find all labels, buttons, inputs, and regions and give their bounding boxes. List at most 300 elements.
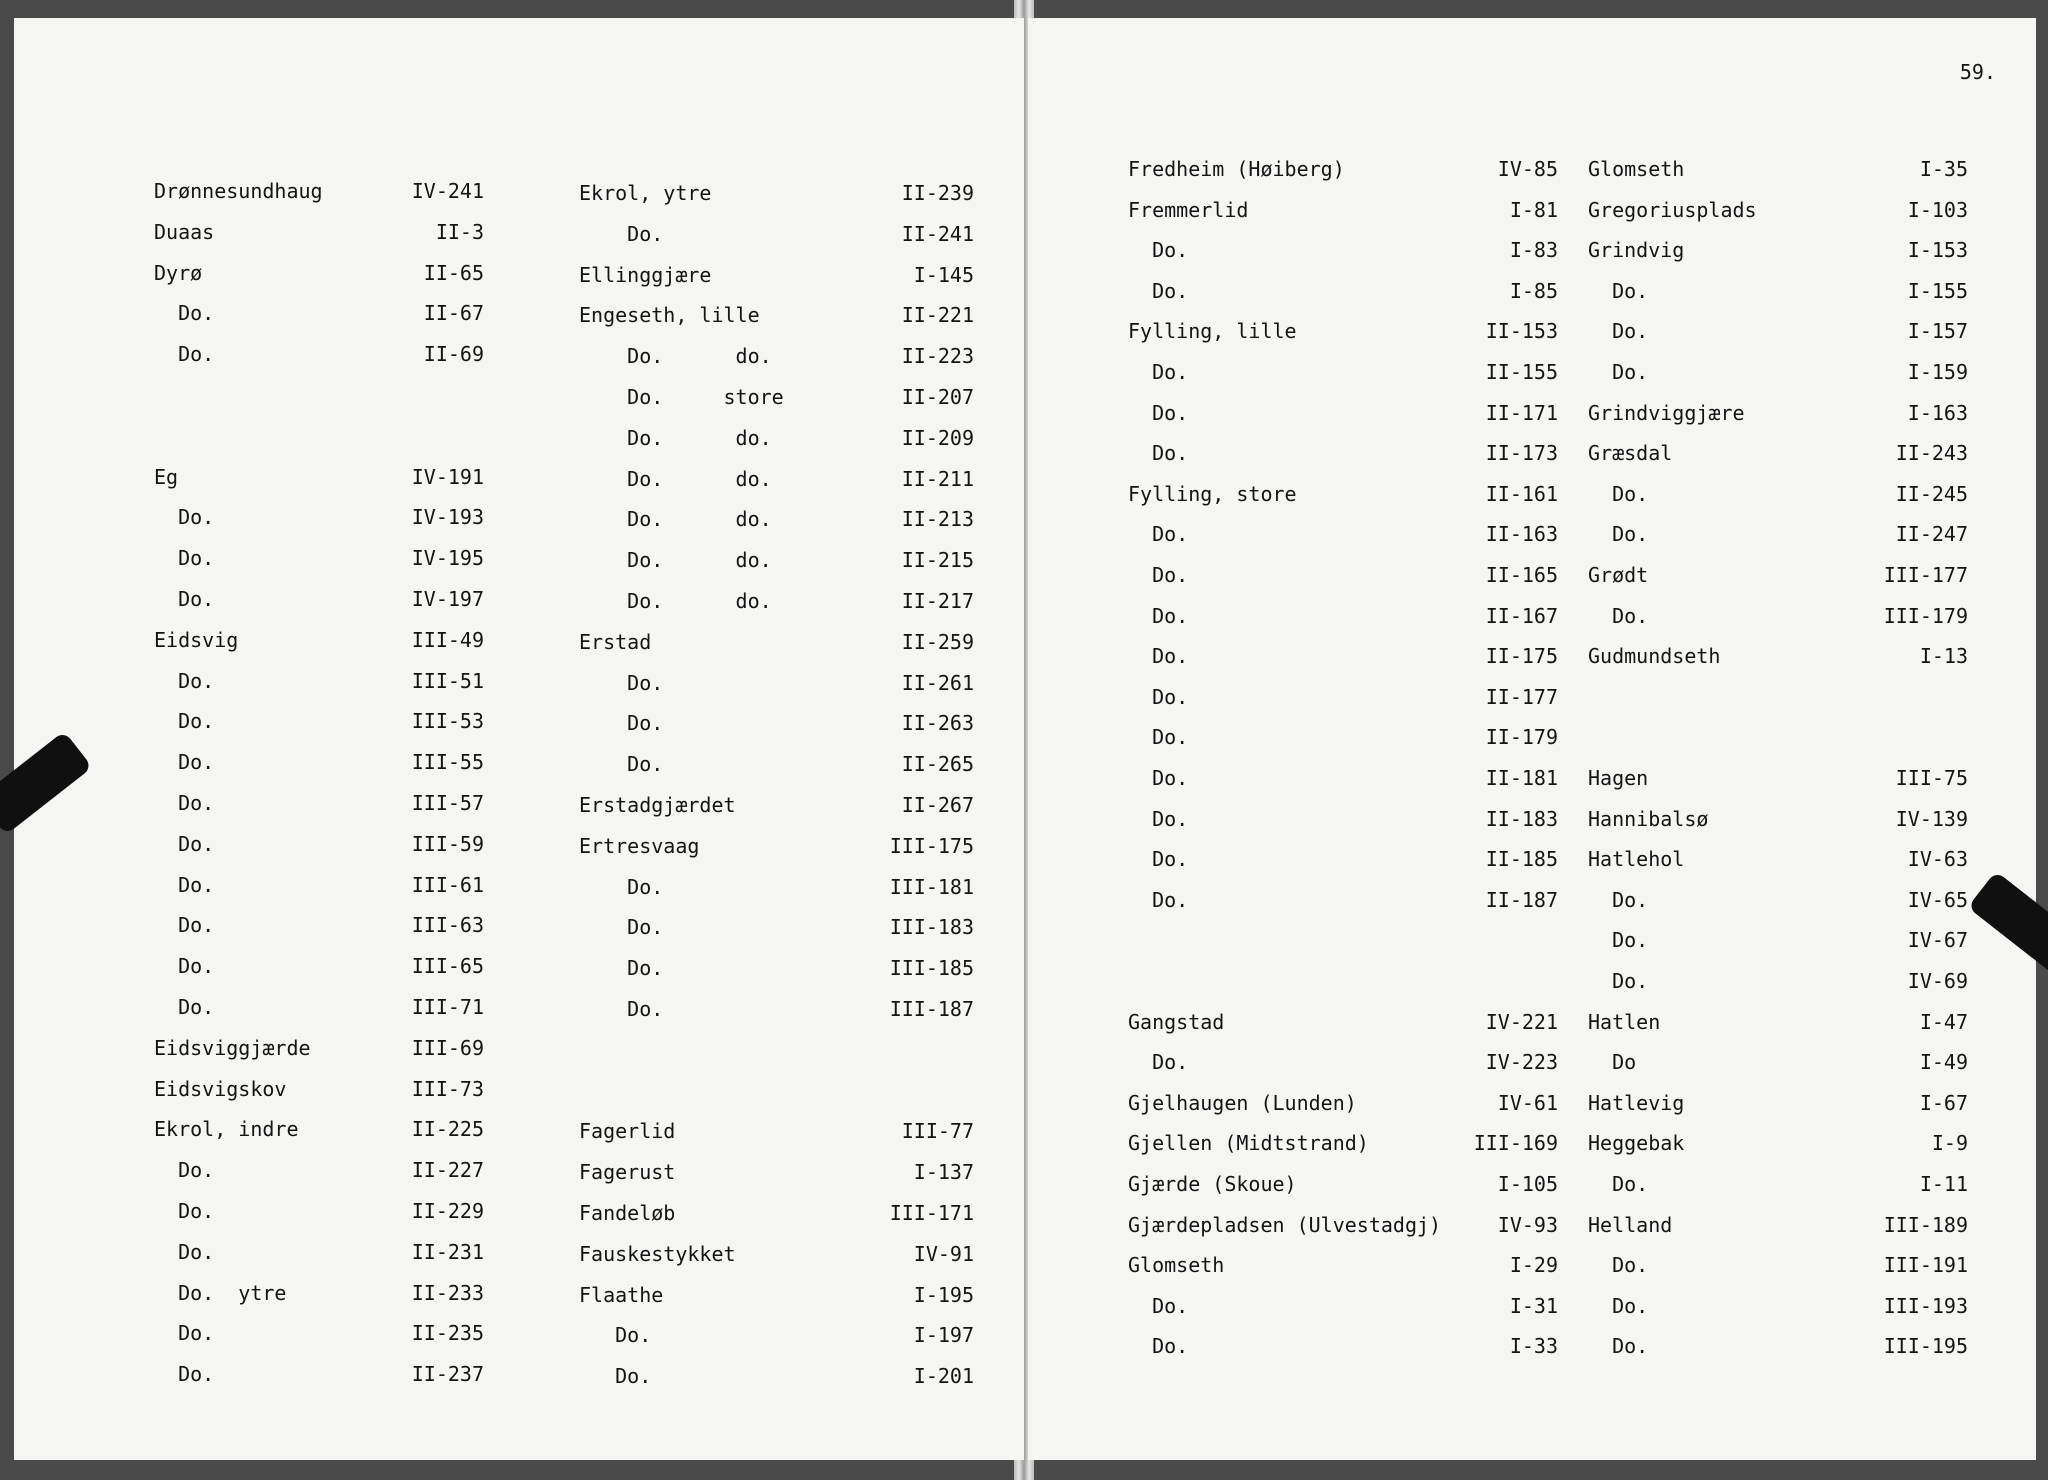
index-entry <box>1128 1252 1558 1278</box>
volume-page-ref: III-171 <box>889 1201 974 1225</box>
place-name: Ekrol, indre <box>154 1117 299 1142</box>
volume-page-ref: I-11 <box>1919 1172 1968 1196</box>
index-entry <box>1128 481 1558 507</box>
index-entry <box>1588 521 1968 547</box>
index-entry <box>579 302 974 328</box>
index-entry <box>1588 359 1968 385</box>
volume-page-ref: II-65 <box>423 260 484 285</box>
place-name: Do. <box>1128 603 1189 628</box>
volume-page-ref: II-215 <box>901 548 974 573</box>
index-entry <box>579 506 974 532</box>
index-entry <box>154 1116 484 1142</box>
volume-page-ref: I-13 <box>1919 644 1968 669</box>
index-entry <box>1128 237 1558 263</box>
left-page <box>14 18 1024 1460</box>
index-entry <box>154 464 484 490</box>
place-name: Do <box>1588 1050 1637 1075</box>
index-entry <box>154 912 484 938</box>
volume-page-ref: II-265 <box>901 752 974 777</box>
volume-page-ref: II-173 <box>1485 441 1558 466</box>
index-entry <box>1588 197 1968 223</box>
volume-page-ref: III-181 <box>889 874 974 899</box>
index-entry <box>1128 603 1558 629</box>
index-entry <box>154 1076 484 1102</box>
index-entry <box>579 1322 974 1348</box>
index-entry <box>1588 318 1968 344</box>
volume-page-ref: III-193 <box>1883 1293 1968 1318</box>
place-name: Grindviggjære <box>1588 400 1745 425</box>
volume-page-ref: II-229 <box>411 1199 484 1223</box>
place-name: Do. <box>154 913 215 938</box>
place-name: Fauskestykket <box>579 1241 736 1266</box>
volume-page-ref: II-163 <box>1485 522 1558 547</box>
place-name: Fandeløb <box>579 1201 676 1225</box>
index-entry <box>579 1282 974 1308</box>
volume-page-ref: III-175 <box>889 833 974 858</box>
place-name: Do. <box>154 1362 215 1387</box>
place-name: Do. <box>154 750 215 775</box>
place-name: Gudmundseth <box>1588 644 1721 669</box>
index-entry <box>1128 278 1558 304</box>
volume-page-ref: III-169 <box>1473 1131 1558 1156</box>
index-entry <box>1588 481 1968 507</box>
index-entry <box>154 708 484 734</box>
index-entry <box>579 670 974 696</box>
volume-page-ref: I-9 <box>1931 1131 1968 1156</box>
place-name: Gjærde (Skoue) <box>1128 1172 1297 1196</box>
volume-page-ref: II-247 <box>1895 522 1968 547</box>
index-entry <box>1588 1293 1968 1319</box>
index-entry <box>579 221 974 247</box>
place-name: Do. <box>1588 969 1649 993</box>
volume-page-ref: III-57 <box>411 791 484 815</box>
volume-page-ref: II-69 <box>423 342 484 367</box>
index-entry <box>1128 887 1558 913</box>
place-name: Drønnesundhaug <box>154 179 323 203</box>
index-entry <box>1588 1090 1968 1116</box>
index-entry <box>154 260 484 286</box>
index-entry <box>154 382 484 408</box>
index-entry <box>154 953 484 979</box>
place-name: Græsdal <box>1588 441 1673 466</box>
index-entry <box>1128 400 1558 426</box>
index-entry <box>154 300 484 326</box>
place-name: Do. <box>154 342 215 367</box>
place-name: Do. <box>1128 847 1189 872</box>
place-name: Do. <box>154 1199 215 1223</box>
index-entry <box>1588 684 1968 710</box>
volume-page-ref: IV-67 <box>1907 928 1968 953</box>
volume-page-ref: II-221 <box>901 303 974 328</box>
volume-page-ref: I-31 <box>1509 1293 1558 1318</box>
place-name: Do. do. <box>579 589 772 613</box>
volume-page-ref: II-185 <box>1485 847 1558 872</box>
place-name: Do. <box>579 915 664 940</box>
volume-page-ref: IV-139 <box>1895 806 1968 831</box>
place-name: Hatlen <box>1588 1009 1661 1034</box>
index-entry <box>1588 968 1968 994</box>
place-name: Gjærdepladsen (Ulvestadgj) <box>1128 1212 1442 1237</box>
index-entry <box>1128 318 1558 344</box>
place-name: Do. <box>154 1158 215 1183</box>
index-entry <box>154 1280 484 1306</box>
place-name: Glomseth <box>1588 157 1685 181</box>
index-entry <box>1588 278 1968 304</box>
volume-page-ref: I-49 <box>1919 1050 1968 1075</box>
place-name: Gregoriusplads <box>1588 197 1757 222</box>
index-entry <box>579 955 974 981</box>
place-name: Do. do. <box>579 425 772 450</box>
place-name: Fagerust <box>579 1160 676 1185</box>
volume-page-ref: II-67 <box>423 301 484 326</box>
volume-page-ref: I-83 <box>1509 238 1558 263</box>
place-name: Flaathe <box>579 1282 664 1307</box>
index-entry <box>1128 806 1558 832</box>
place-name: Do. <box>1588 360 1649 384</box>
place-name: Do. <box>1128 1334 1189 1359</box>
place-name: Do. <box>1128 684 1189 709</box>
volume-page-ref: III-73 <box>411 1076 484 1101</box>
index-entry <box>579 833 974 859</box>
index-entry <box>1128 521 1558 547</box>
place-name: Do. <box>1128 644 1189 669</box>
index-entry <box>154 423 484 449</box>
volume-page-ref: I-81 <box>1509 197 1558 222</box>
place-name: Fagerlid <box>579 1119 676 1144</box>
volume-page-ref: II-231 <box>411 1239 484 1264</box>
place-name: Do. <box>154 505 215 530</box>
index-entry <box>154 178 484 204</box>
index-entry <box>1128 968 1558 994</box>
index-entry <box>579 1200 974 1226</box>
volume-page-ref: II-217 <box>901 589 974 613</box>
volume-page-ref: II-259 <box>901 629 974 654</box>
index-entry <box>1588 1009 1968 1035</box>
place-name: Do. <box>1128 522 1189 547</box>
place-name: Do. <box>1128 1050 1189 1075</box>
place-name: Do. <box>1128 400 1189 425</box>
index-entry <box>579 262 974 288</box>
volume-page-ref: I-163 <box>1907 400 1968 425</box>
index-entry <box>1128 562 1558 588</box>
place-name: Do. <box>154 954 215 979</box>
volume-page-ref: II-177 <box>1485 684 1558 709</box>
index-entry <box>579 792 974 818</box>
volume-page-ref: III-177 <box>1883 563 1968 587</box>
index-entry <box>1128 927 1558 953</box>
place-name: Do. <box>154 1321 215 1346</box>
index-entry <box>154 831 484 857</box>
volume-page-ref: IV-61 <box>1497 1090 1558 1115</box>
place-name: Do. <box>1588 1334 1649 1359</box>
place-name: Do. <box>1128 278 1189 303</box>
index-entry <box>579 425 974 451</box>
index-entry <box>154 504 484 530</box>
index-entry <box>1588 724 1968 750</box>
index-entry <box>1128 1090 1558 1116</box>
place-name: Do. do. <box>579 344 772 369</box>
volume-page-ref: III-71 <box>411 995 484 1019</box>
index-entry <box>579 1078 974 1104</box>
place-name: Gangstad <box>1128 1009 1225 1034</box>
volume-page-ref: IV-85 <box>1497 157 1558 181</box>
volume-page-ref: IV-191 <box>411 464 484 489</box>
place-name: Ellinggjære <box>579 262 712 287</box>
place-name: Do. <box>1588 278 1649 303</box>
volume-page-ref: II-245 <box>1895 481 1968 506</box>
place-name: Do. <box>154 546 215 571</box>
place-name: Do. <box>1128 725 1189 750</box>
index-entry <box>1128 1049 1558 1075</box>
volume-page-ref: I-103 <box>1907 197 1968 222</box>
index-entry <box>1128 156 1558 182</box>
index-entry <box>1128 1333 1558 1359</box>
volume-page-ref: II-211 <box>901 466 974 491</box>
volume-page-ref: I-145 <box>913 262 974 287</box>
index-entry <box>154 749 484 775</box>
index-entry <box>1128 684 1558 710</box>
index-entry <box>579 874 974 900</box>
page-number: 59. <box>1959 60 1996 84</box>
volume-page-ref: III-191 <box>1883 1253 1968 1278</box>
place-name: Do. <box>1588 1293 1649 1318</box>
index-entry <box>154 586 484 612</box>
index-entry <box>579 629 974 655</box>
place-name: Do. ytre <box>154 1280 287 1305</box>
place-name: Do. <box>1588 1253 1649 1278</box>
index-entry <box>154 341 484 367</box>
place-name: Do. do. <box>579 466 772 491</box>
volume-page-ref: I-33 <box>1509 1334 1558 1359</box>
index-entry <box>1128 359 1558 385</box>
index-entry <box>579 914 974 940</box>
place-name: Do. <box>1128 887 1189 912</box>
index-entry <box>154 219 484 245</box>
place-name: Gjelhaugen (Lunden) <box>1128 1090 1357 1115</box>
volume-page-ref: III-53 <box>411 709 484 734</box>
place-name: Helland <box>1588 1212 1673 1237</box>
index-entry <box>1588 765 1968 791</box>
index-entry <box>154 545 484 571</box>
index-entry <box>579 1118 974 1144</box>
volume-page-ref: II-155 <box>1485 360 1558 384</box>
index-entry <box>154 1320 484 1346</box>
place-name: Do. <box>1588 928 1649 953</box>
volume-page-ref: I-153 <box>1907 238 1968 263</box>
volume-page-ref: IV-91 <box>913 1241 974 1266</box>
place-name: Gjellen (Midtstrand) <box>1128 1131 1369 1156</box>
index-entry <box>154 1035 484 1061</box>
place-name: Do. <box>1128 441 1189 466</box>
place-name: Hatlehol <box>1588 847 1685 872</box>
index-entry <box>1588 927 1968 953</box>
volume-page-ref: II-225 <box>411 1117 484 1142</box>
volume-page-ref: II-167 <box>1485 603 1558 628</box>
index-entry <box>1588 1049 1968 1075</box>
place-name: Ertresvaag <box>579 833 700 858</box>
volume-page-ref: II-165 <box>1485 563 1558 587</box>
index-entry <box>579 180 974 206</box>
volume-page-ref: III-49 <box>411 627 484 652</box>
volume-page-ref: II-187 <box>1485 887 1558 912</box>
volume-page-ref: I-35 <box>1919 157 1968 181</box>
volume-page-ref: III-189 <box>1883 1212 1968 1237</box>
volume-page-ref: I-29 <box>1509 1253 1558 1278</box>
place-name: Fremmerlid <box>1128 197 1249 222</box>
place-name: Do. <box>154 995 215 1019</box>
volume-page-ref: I-67 <box>1919 1090 1968 1115</box>
place-name: Do. <box>579 1364 652 1389</box>
volume-page-ref: IV-65 <box>1907 887 1968 912</box>
volume-page-ref: II-237 <box>411 1362 484 1387</box>
place-name: Do. <box>579 997 664 1021</box>
volume-page-ref: II-243 <box>1895 441 1968 466</box>
place-name: Do. <box>579 1323 652 1348</box>
place-name: Do. <box>154 587 215 611</box>
volume-page-ref: III-55 <box>411 750 484 775</box>
place-name: Do. <box>1588 481 1649 506</box>
volume-page-ref: II-235 <box>411 1321 484 1346</box>
index-entry <box>1128 765 1558 791</box>
place-name: Do. <box>1128 766 1189 790</box>
volume-page-ref: II-181 <box>1485 766 1558 790</box>
index-entry <box>1588 1212 1968 1238</box>
volume-page-ref: II-179 <box>1485 725 1558 750</box>
volume-page-ref: II-209 <box>901 425 974 450</box>
index-entry <box>1588 643 1968 669</box>
volume-page-ref: I-157 <box>1907 319 1968 344</box>
volume-page-ref: IV-221 <box>1485 1009 1558 1034</box>
volume-page-ref: II-213 <box>901 507 974 532</box>
index-entry <box>1128 643 1558 669</box>
place-name: Dyrø <box>154 260 203 285</box>
place-name: Do. <box>1128 806 1189 831</box>
place-name: Do. <box>154 1239 215 1264</box>
index-entry <box>1588 846 1968 872</box>
volume-page-ref: II-161 <box>1485 481 1558 506</box>
index-entry <box>579 1363 974 1389</box>
volume-page-ref: III-51 <box>411 668 484 693</box>
volume-page-ref: II-3 <box>435 219 484 244</box>
place-name: Fylling, store <box>1128 481 1297 506</box>
volume-page-ref: II-239 <box>901 181 974 205</box>
place-name: Do. <box>1588 887 1649 912</box>
index-entry <box>1588 237 1968 263</box>
place-name: Grødt <box>1588 563 1649 587</box>
volume-page-ref: IV-197 <box>411 587 484 611</box>
index-entry <box>1588 156 1968 182</box>
place-name: Hannibalsø <box>1588 806 1709 831</box>
volume-page-ref: I-197 <box>913 1323 974 1348</box>
place-name: Eg <box>154 464 179 489</box>
volume-page-ref: II-267 <box>901 793 974 817</box>
volume-page-ref: IV-63 <box>1907 847 1968 872</box>
index-entry <box>579 343 974 369</box>
place-name: Do. <box>154 301 215 326</box>
volume-page-ref: I-105 <box>1497 1172 1558 1196</box>
volume-page-ref: I-47 <box>1919 1009 1968 1034</box>
volume-page-ref: III-65 <box>411 954 484 979</box>
volume-page-ref: II-263 <box>901 711 974 736</box>
place-name: Glomseth <box>1128 1253 1225 1278</box>
volume-page-ref: III-183 <box>889 915 974 940</box>
index-entry <box>579 1037 974 1063</box>
index-entry <box>1128 1009 1558 1035</box>
place-name: Fredheim (Høiberg) <box>1128 157 1345 181</box>
place-name: Do. <box>1128 238 1189 263</box>
volume-page-ref: IV-69 <box>1907 969 1968 993</box>
place-name: Do. <box>579 956 664 981</box>
place-name: Hagen <box>1588 766 1649 790</box>
place-name: Do. do. <box>579 548 772 573</box>
place-name: Eidsvigskov <box>154 1076 287 1101</box>
volume-page-ref: IV-195 <box>411 546 484 571</box>
volume-page-ref: III-187 <box>889 997 974 1021</box>
index-entry <box>154 1239 484 1265</box>
index-entry <box>1128 1171 1558 1197</box>
index-entry <box>154 790 484 816</box>
place-name: Fylling, lille <box>1128 319 1297 344</box>
volume-page-ref: III-59 <box>411 831 484 856</box>
index-entry <box>579 1159 974 1185</box>
volume-page-ref: IV-93 <box>1497 1212 1558 1237</box>
index-entry <box>1588 562 1968 588</box>
place-name: Do. <box>1128 1293 1189 1318</box>
place-name: Engeseth, lille <box>579 303 760 328</box>
place-name: Erstadgjærdet <box>579 793 736 817</box>
volume-page-ref: II-153 <box>1485 319 1558 344</box>
index-entry <box>1588 1171 1968 1197</box>
volume-page-ref: I-85 <box>1509 278 1558 303</box>
place-name: Do. <box>1588 522 1649 547</box>
index-entry <box>154 627 484 653</box>
index-entry <box>1128 440 1558 466</box>
right-page <box>1028 18 2036 1460</box>
volume-page-ref: IV-241 <box>411 179 484 203</box>
volume-page-ref: I-195 <box>913 1282 974 1307</box>
volume-page-ref: III-75 <box>1895 766 1968 790</box>
place-name: Do. store <box>579 385 784 409</box>
index-entry <box>154 872 484 898</box>
place-name: Eidsvig <box>154 627 239 652</box>
place-name: Do. do. <box>579 507 772 532</box>
index-entry <box>579 710 974 736</box>
index-entry <box>1588 603 1968 629</box>
place-name: Do. <box>154 872 215 897</box>
volume-page-ref: III-63 <box>411 913 484 938</box>
place-name: Heggebak <box>1588 1131 1685 1156</box>
volume-page-ref: I-137 <box>913 1160 974 1185</box>
index-entry <box>1128 1293 1558 1319</box>
place-name: Do. <box>154 791 215 815</box>
index-entry <box>1588 1130 1968 1156</box>
place-name: Erstad <box>579 629 652 654</box>
volume-page-ref: II-183 <box>1485 806 1558 831</box>
place-name: Do. <box>1588 603 1649 628</box>
index-entry <box>154 1157 484 1183</box>
place-name: Grindvig <box>1588 238 1685 263</box>
index-entry <box>579 751 974 777</box>
index-entry <box>1128 724 1558 750</box>
place-name: Ekrol, ytre <box>579 181 712 205</box>
index-entry <box>579 547 974 573</box>
volume-page-ref: II-223 <box>901 344 974 369</box>
volume-page-ref: I-201 <box>913 1364 974 1389</box>
volume-page-ref: II-233 <box>411 1280 484 1305</box>
place-name: Do. <box>154 831 215 856</box>
volume-page-ref: III-77 <box>901 1119 974 1144</box>
index-entry <box>1128 846 1558 872</box>
